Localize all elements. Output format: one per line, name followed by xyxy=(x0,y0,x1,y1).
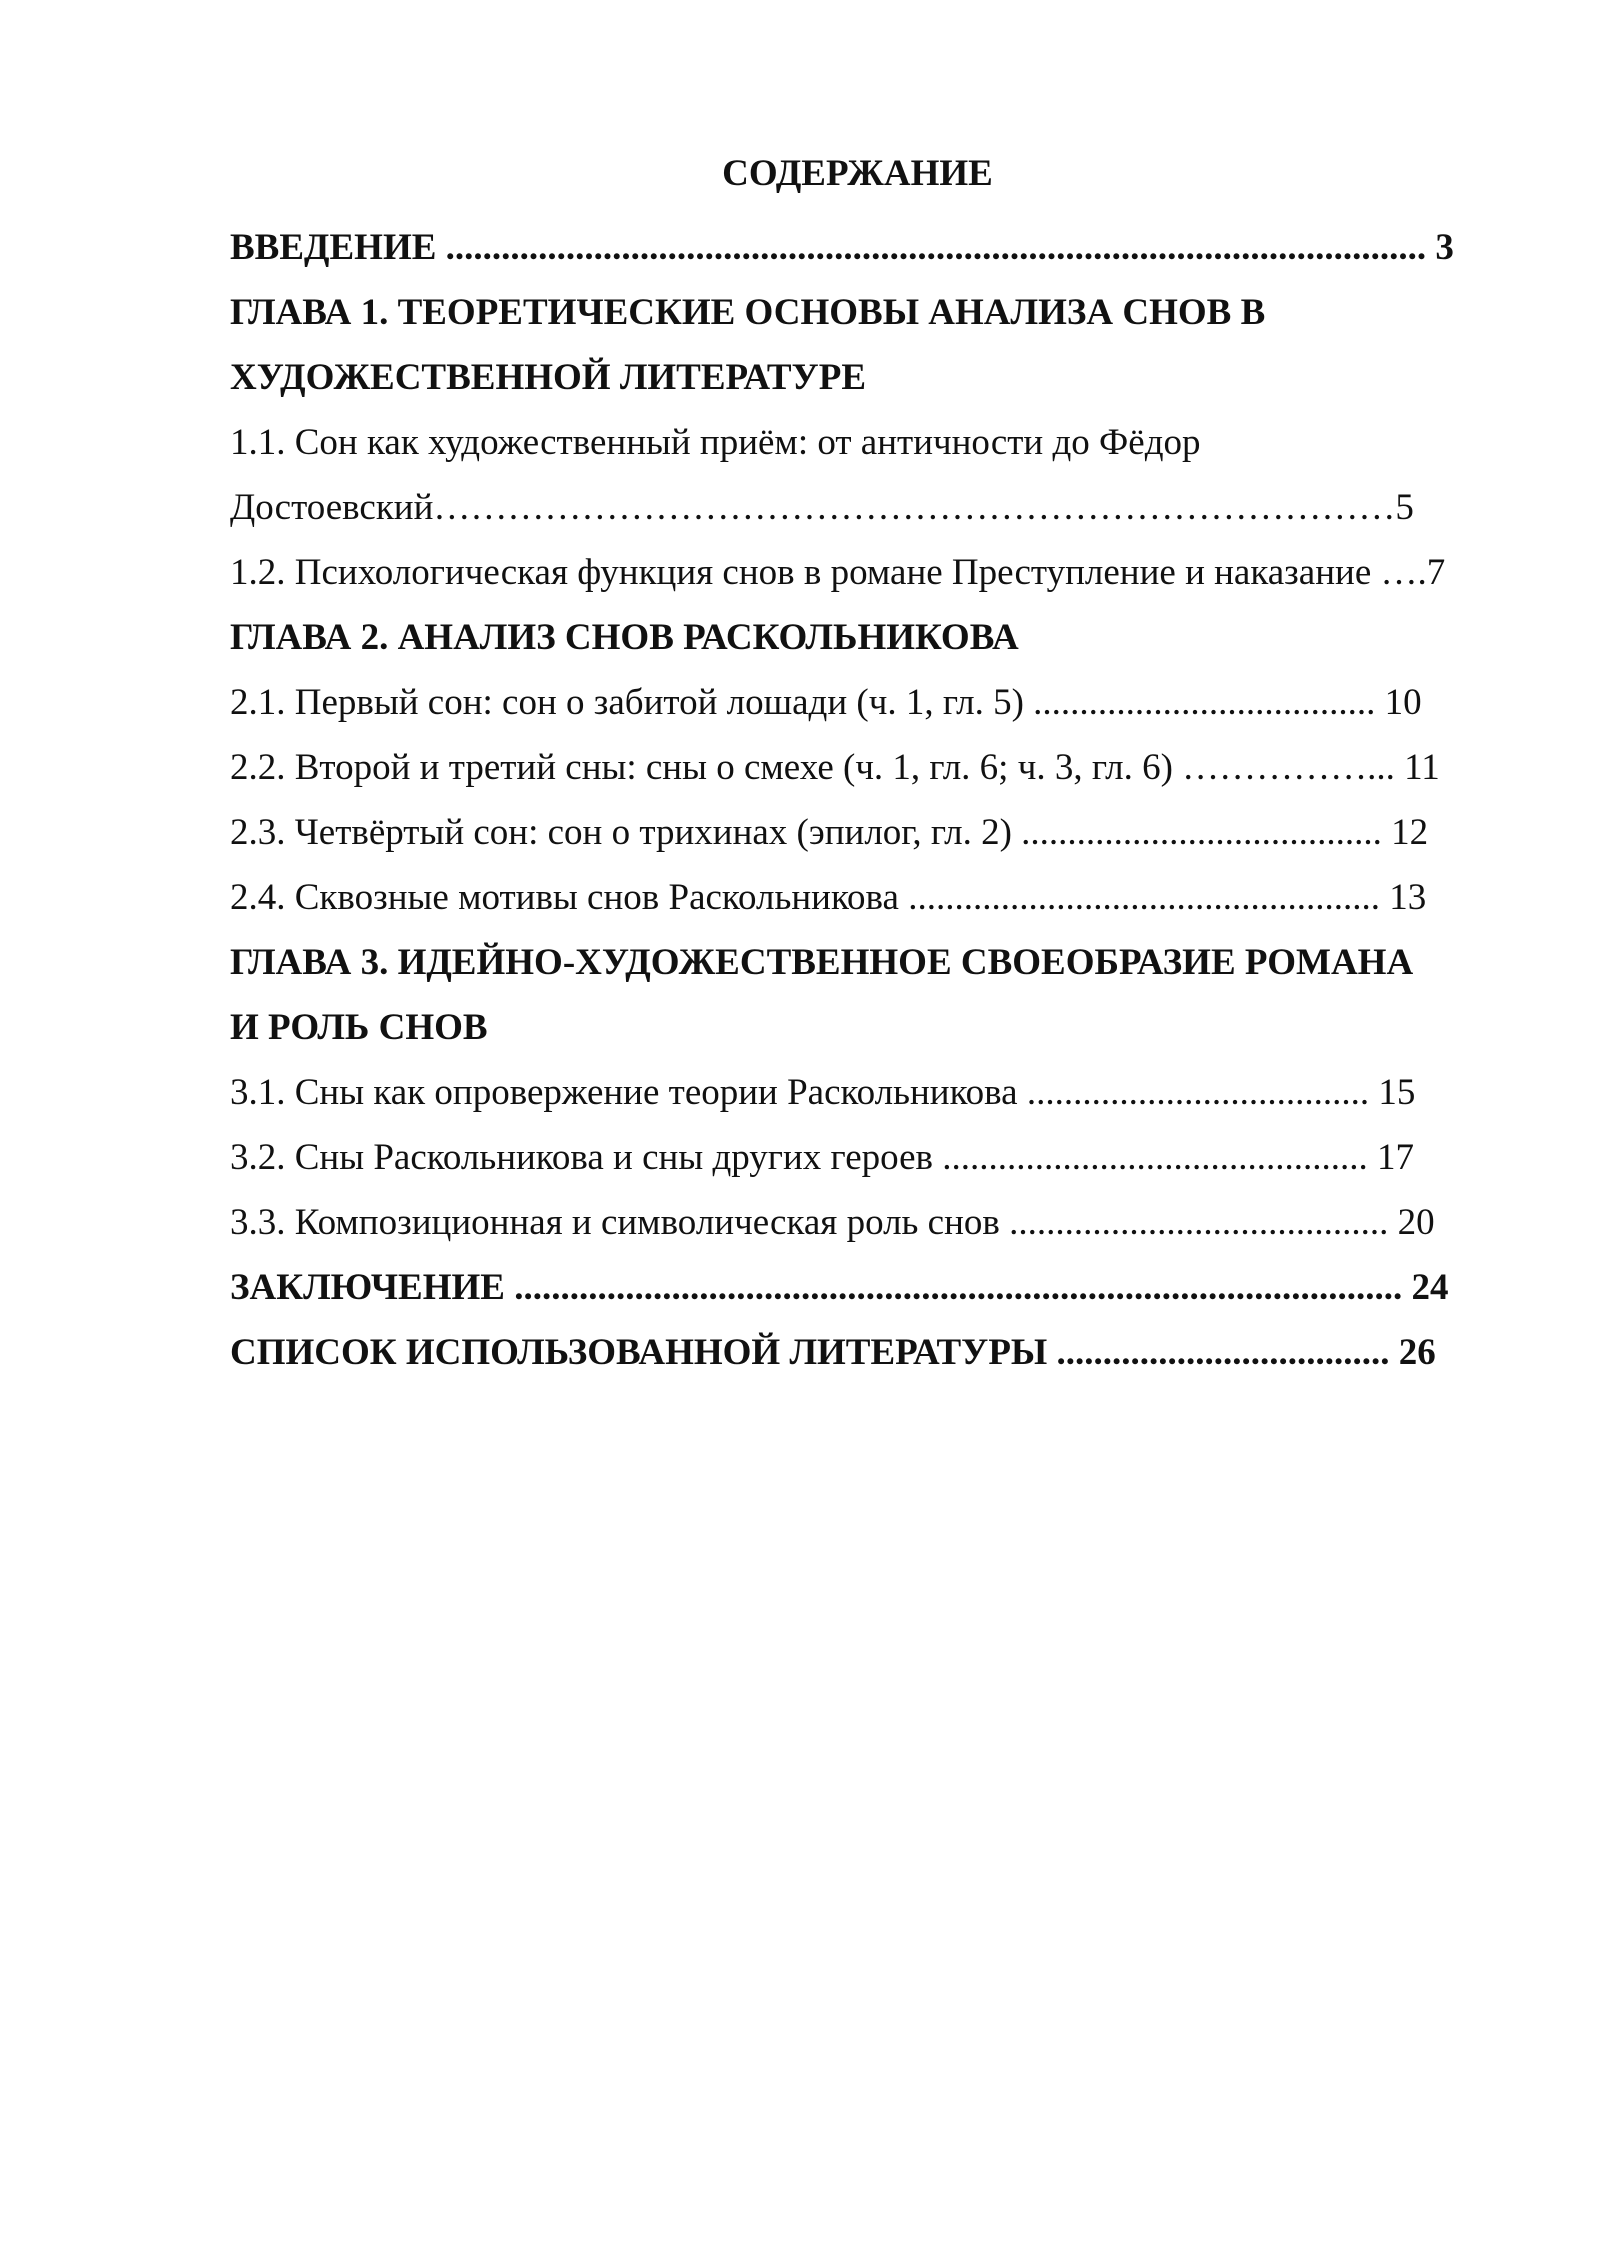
toc-entry-text: ГЛАВА 1. ТЕОРЕТИЧЕСКИЕ ОСНОВЫ АНАЛИЗА СНОВ В xyxy=(230,292,1266,333)
toc-entry-1-2 xyxy=(230,540,1490,605)
toc-entry-3-1 xyxy=(230,1060,1490,1125)
toc-entry-3-2 xyxy=(230,1125,1490,1190)
toc-entry-text: И РОЛЬ СНОВ xyxy=(230,1007,488,1048)
toc-entry-text: ВВЕДЕНИЕ .......................................................................................................... 3 xyxy=(230,227,1454,268)
toc-entry-2-4 xyxy=(230,865,1490,930)
toc-entry-1-1-line-1 xyxy=(230,410,1490,475)
toc-entry-text: 2.1. Первый сон: сон о забитой лошади (ч. 1, гл. 5) ..................................... 10 xyxy=(230,682,1422,723)
page-title: СОДЕРЖАНИЕ xyxy=(722,153,993,194)
toc-entry-chapter-1-line-1 xyxy=(230,280,1490,345)
toc-entry-chapter-3-line-2 xyxy=(230,995,1490,1060)
toc-entry-chapter-3-line-1 xyxy=(230,930,1490,995)
toc-entry-text: 2.2. Второй и третий сны: сны о смехе (ч. 1, гл. 6; ч. 3, гл. 6) ……………... 11 xyxy=(230,747,1440,788)
toc-entry-text: 3.2. Сны Раскольникова и сны других героев .............................................. 17 xyxy=(230,1137,1414,1178)
toc-entry-text: 3.1. Сны как опровержение теории Раскольникова ..................................... 15 xyxy=(230,1072,1416,1113)
toc-entry-2-2 xyxy=(230,735,1490,800)
toc-entry-text: 2.4. Сквозные мотивы снов Раскольникова ................................................... 13 xyxy=(230,877,1427,918)
toc-entry-text: ЗАКЛЮЧЕНИЕ ................................................................................................ 24 xyxy=(230,1267,1449,1308)
toc-entry-text: ГЛАВА 2. АНАЛИЗ СНОВ РАСКОЛЬНИКОВА xyxy=(230,617,1019,658)
toc-entry-text: 3.3. Композиционная и символическая роль снов ......................................... 20 xyxy=(230,1202,1435,1243)
toc-entry-text: 2.3. Четвёртый сон: сон о трихинах (эпилог, гл. 2) ....................................... 12 xyxy=(230,812,1429,853)
toc-entry-chapter-1-line-2 xyxy=(230,345,1490,410)
toc-entry-text: Достоевский……………………………………………………………………5 xyxy=(230,487,1414,528)
toc-entry-text: 1.1. Сон как художественный приём: от античности до Фёдор xyxy=(230,422,1201,463)
toc-entry-3-3 xyxy=(230,1190,1490,1255)
toc-entry-text: 1.2. Психологическая функция снов в романе Преступление и наказание ….7 xyxy=(230,552,1446,593)
toc-entry-text: ГЛАВА 3. ИДЕЙНО-ХУДОЖЕСТВЕННОЕ СВОЕОБРАЗИЕ РОМАНА xyxy=(230,942,1414,983)
toc-entry-chapter-2 xyxy=(230,605,1490,670)
toc-entry-bibliography xyxy=(230,1320,1490,1385)
toc-entry-1-1-line-2 xyxy=(230,475,1490,540)
table-of-contents xyxy=(230,215,1490,1385)
toc-entry-text: ХУДОЖЕСТВЕННОЙ ЛИТЕРАТУРЕ xyxy=(230,357,866,398)
toc-entry-text: СПИСОК ИСПОЛЬЗОВАННОЙ ЛИТЕРАТУРЫ .................................... 26 xyxy=(230,1332,1436,1373)
toc-entry-introduction xyxy=(230,215,1490,280)
toc-entry-2-3 xyxy=(230,800,1490,865)
toc-entry-conclusion xyxy=(230,1255,1490,1320)
toc-entry-2-1 xyxy=(230,670,1490,735)
